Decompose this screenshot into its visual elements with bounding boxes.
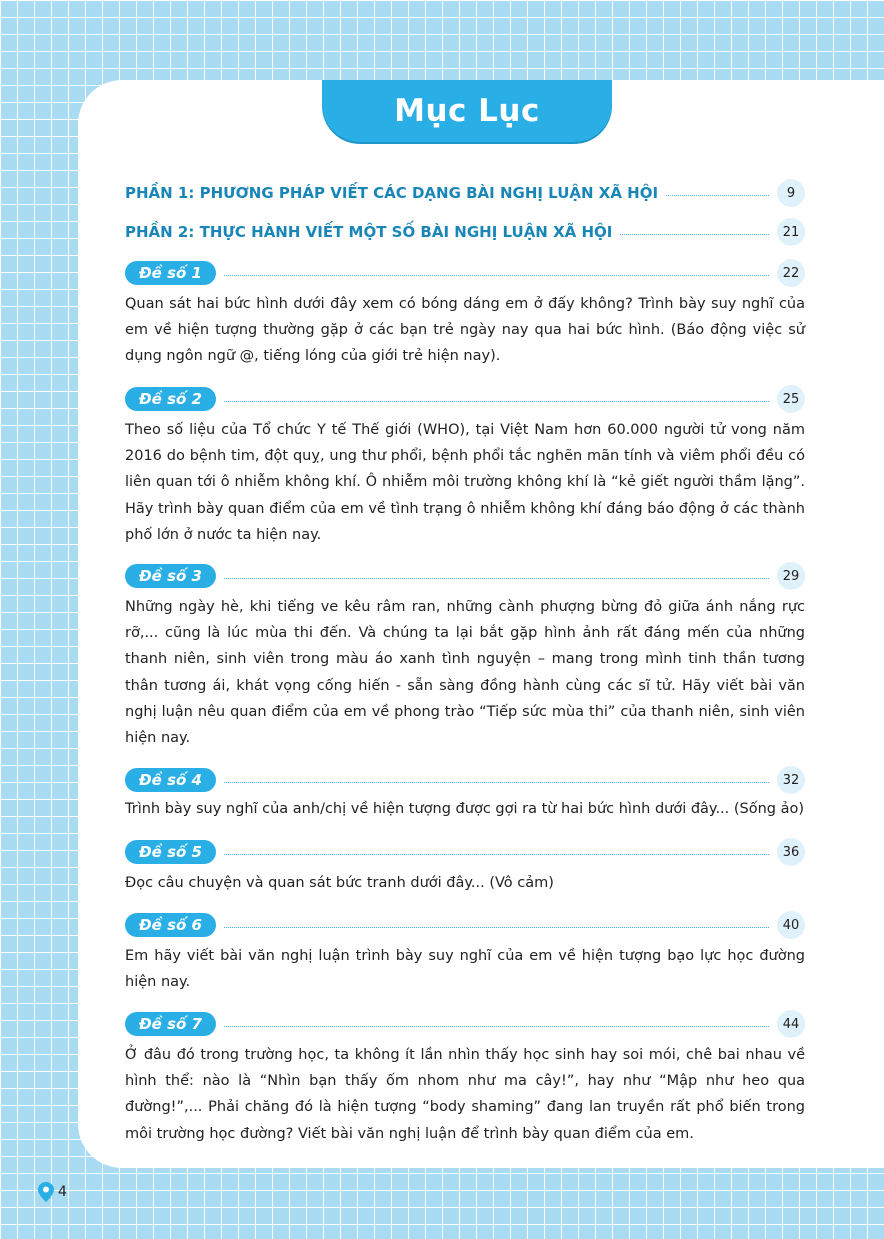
page-number: 29 — [777, 562, 805, 590]
exam-badge: Đề số 6 — [125, 913, 216, 937]
exam-badge: Đề số 2 — [125, 387, 216, 411]
exam-description: Đọc câu chuyện và quan sát bức tranh dưới đây... (Vô cảm) — [125, 875, 554, 891]
exam-badge: Đề số 7 — [125, 1012, 216, 1036]
exam-description: Trình bày suy nghĩ của anh/chị về hiện tượng được gợi ra từ hai bức hình dưới đây... (Sống ảo) — [125, 801, 805, 817]
toc-exam-3[interactable] — [125, 562, 805, 590]
exam-badge: Đề số 3 — [125, 564, 216, 588]
toc-exam-4[interactable] — [125, 766, 805, 794]
toc-exam-2[interactable] — [125, 385, 805, 413]
exam-badge: Đề số 1 — [125, 261, 216, 285]
location-pin-icon — [38, 1182, 54, 1202]
dot-leader — [224, 854, 769, 855]
exam-description: Theo số liệu của Tổ chức Y tế Thế giới (WHO), tại Việt Nam hơn 60.000 người tử vong năm 2016 do bệnh tim, đột quỵ, ung thư phổi, bệnh phổi tắc nghẽn mãn tính và viêm phổi đều có liên quan tới ô nhiễm không khí. Ô nhiễm môi trường không khí là “kẻ giết người thầm lặng”. Hãy trình bày quan điểm của em về tình trạng ô nhiễm không khí đáng báo động ở các thành phố lớn ở nước ta hiện nay. — [125, 422, 805, 543]
dot-leader — [224, 782, 769, 783]
page-number: 21 — [777, 218, 805, 246]
exam-description: Quan sát hai bức hình dưới đây xem có bóng dáng em ở đấy không? Trình bày suy nghĩ của em về hiện tượng thường gặp ở các bạn trẻ ngày nay qua hai bức hình. (Báo động việc sử dụng ngôn ngữ @, tiếng lóng của giới trẻ hiện nay). — [125, 296, 805, 365]
page-number: 22 — [777, 259, 805, 287]
exam-badge: Đề số 5 — [125, 840, 216, 864]
exam-description: Em hãy viết bài văn nghị luận trình bày suy nghĩ của em về hiện tượng bạo lực học đường hiện nay. — [125, 948, 805, 991]
toc-exam-7[interactable] — [125, 1010, 805, 1038]
dot-leader — [224, 401, 769, 402]
page-number: 36 — [777, 838, 805, 866]
dot-leader — [224, 578, 769, 579]
exam-badge: Đề số 4 — [125, 768, 216, 792]
page-number: 32 — [777, 766, 805, 794]
exam-description: Ở đâu đó trong trường học, ta không ít lần nhìn thấy học sinh hay soi mói, chê bai nhau về hình thể: nào là “Nhìn bạn thấy ốm nhom như ma cây!”, hay như “Mập như heo qua đường!”,... Phải chăng đó là hiện tượng “body shaming” đang lan truyền rất phổ biến trong môi trường học đường? Viết bài văn nghị luận để trình bày quan điểm của em. — [125, 1047, 805, 1142]
dot-leader — [224, 275, 769, 276]
toc-part-1[interactable] — [125, 178, 805, 208]
exam-description: Những ngày hè, khi tiếng ve kêu râm ran, những cành phượng bừng đỏ giữa ánh nắng rực rỡ,... cũng là lúc mùa thi đến. Và chúng ta lại bắt gặp hình ảnh rất đáng mến của những thanh niên, sinh viên trong màu áo xanh tình nguyện – mang trong mình tinh thần tương thân tương ái, khát vọng cống hiến - sẵn sàng đồng hành cùng các sĩ tử. Hãy viết bài văn nghị luận nêu quan điểm của em về phong trào “Tiếp sức mùa thi” của thanh niên, sinh viên hiện nay. — [125, 599, 805, 747]
dot-leader — [224, 1026, 769, 1027]
page-number: 40 — [777, 911, 805, 939]
dot-leader — [224, 927, 769, 928]
page-number: 25 — [777, 385, 805, 413]
toc-exam-1[interactable] — [125, 259, 805, 287]
dot-leader — [620, 234, 769, 235]
part-title: PHẦN 1: PHƯƠNG PHÁP VIẾT CÁC DẠNG BÀI NGHỊ LUẬN XÃ HỘI — [125, 184, 659, 202]
page-footer — [38, 1182, 67, 1202]
dot-leader — [666, 195, 769, 196]
page-title: Mục Lục — [394, 93, 540, 129]
footer-page-number: 4 — [58, 1184, 67, 1200]
toc-exam-6[interactable] — [125, 911, 805, 939]
page-number: 44 — [777, 1010, 805, 1038]
part-title: PHẦN 2: THỰC HÀNH VIẾT MỘT SỐ BÀI NGHỊ LUẬN XÃ HỘI — [125, 223, 613, 241]
page-number: 9 — [777, 179, 805, 207]
title-tab — [322, 80, 612, 142]
toc-part-2[interactable] — [125, 217, 805, 247]
toc-exam-5[interactable] — [125, 838, 805, 866]
